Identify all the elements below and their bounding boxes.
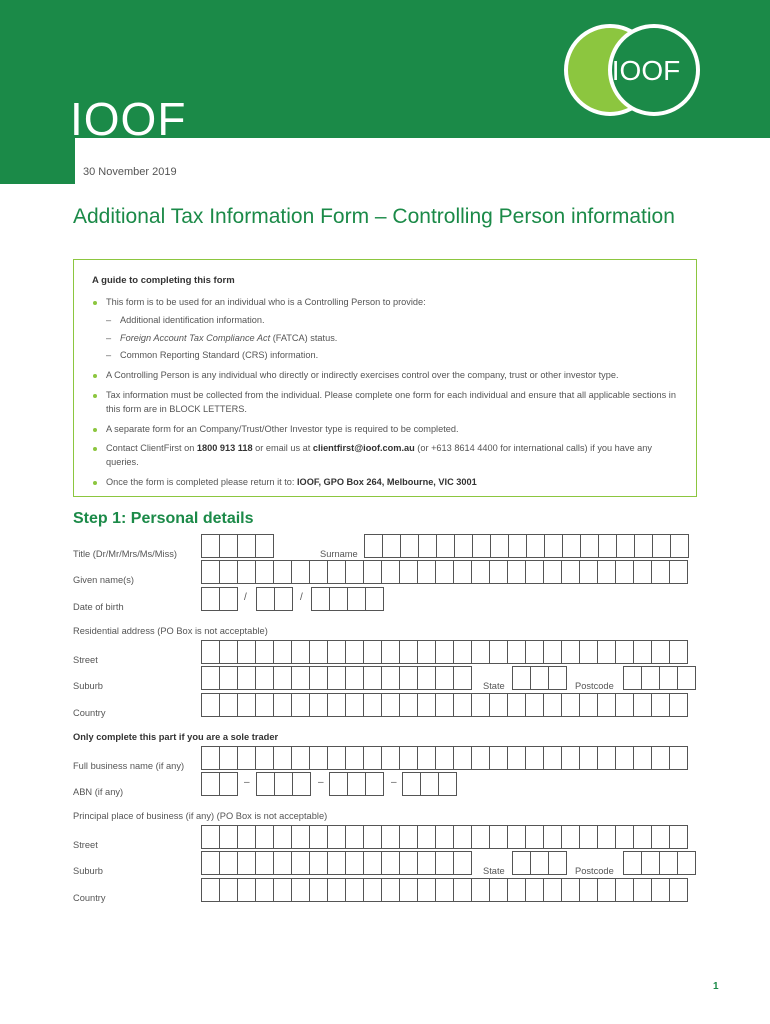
suburb2-input[interactable]: [201, 851, 472, 875]
guide-sub-list: [106, 314, 678, 363]
given-names-input[interactable]: [201, 560, 688, 584]
postcode2-label: Postcode: [575, 866, 614, 876]
contact-email-link[interactable]: clientfirst@ioof.com.au: [312, 443, 415, 454]
state2-input[interactable]: [512, 851, 567, 875]
dob-separator: /: [300, 592, 303, 603]
abn-input-part4[interactable]: [402, 772, 457, 796]
country-label: Country: [73, 708, 106, 718]
state-input[interactable]: [512, 666, 567, 690]
contact-post: (or +613 8614 4400 for international calls) if you have any queries.: [106, 443, 652, 468]
given-names-label: Given name(s): [73, 575, 134, 585]
title-label: Title (Dr/Mr/Mrs/Ms/Miss): [73, 549, 177, 559]
guide-item: [92, 476, 678, 490]
form-date: 30 November 2019: [83, 166, 177, 178]
guide-item: Tax information must be collected from the individual. Please complete one form for each individual and ensure that all applicable sections in this form are in BLOCK LETTERS.: [92, 389, 678, 417]
abn-input-part1[interactable]: [201, 772, 238, 796]
postcode-input[interactable]: [623, 666, 696, 690]
brand-title: IOOF: [70, 93, 187, 145]
abn-separator: –: [244, 777, 250, 788]
street-input[interactable]: [201, 640, 688, 664]
street-label: Street: [73, 655, 98, 665]
dob-month-input[interactable]: [256, 587, 293, 611]
guide-item: A separate form for an Company/Trust/Other Investor type is required to be completed.: [92, 423, 678, 437]
dob-separator: /: [244, 592, 247, 603]
dob-year-input[interactable]: [311, 587, 384, 611]
state2-label: State: [483, 866, 505, 876]
sole-trader-heading: Only complete this part if you are a sole trader: [73, 732, 279, 742]
fatca-act-name: Foreign Account Tax Compliance Act: [120, 332, 271, 343]
abn-separator: –: [318, 777, 324, 788]
surname-label: Surname: [320, 549, 358, 559]
return-address: IOOF, GPO Box 264, Melbourne, VIC 3001: [297, 476, 477, 487]
business-name-input[interactable]: [201, 746, 688, 770]
contact-pre: Contact ClientFirst on: [106, 443, 197, 454]
contact-mid: or email us at: [252, 443, 313, 454]
step1-title: Step 1: Personal details: [73, 510, 254, 527]
suburb2-label: Suburb: [73, 866, 103, 876]
state-label: State: [483, 681, 505, 691]
country2-label: Country: [73, 893, 106, 903]
residential-address-label: Residential address (PO Box is not acceptable): [73, 626, 268, 636]
logo-text: IOOF: [611, 55, 681, 86]
business-name-label: Full business name (if any): [73, 761, 185, 771]
guide-title: A guide to completing this form: [92, 275, 235, 286]
dob-label: Date of birth: [73, 602, 124, 612]
abn-input-part3[interactable]: [329, 772, 384, 796]
guide-item: [92, 442, 678, 470]
page-title: Additional Tax Information Form – Controlling Person information: [73, 205, 675, 228]
title-input[interactable]: [201, 534, 274, 558]
street2-label: Street: [73, 840, 98, 850]
guide-item-text: This form is to be used for an individual who is a Controlling Person to provide:: [106, 297, 426, 307]
guide-item: [92, 296, 678, 363]
guide-item: A Controlling Person is any individual who directly or indirectly exercises control over the company, trust or other investor type.: [92, 369, 678, 383]
guide-box: [73, 259, 697, 497]
country-input[interactable]: [201, 693, 688, 717]
contact-phone: 1800 913 118: [196, 443, 253, 454]
suburb-input[interactable]: [201, 666, 472, 690]
suburb-label: Suburb: [73, 681, 103, 691]
principal-place-label: Principal place of business (if any) (PO Box is not acceptable): [73, 811, 328, 821]
ioof-logo: [562, 22, 702, 118]
fatca-status: (FATCA) status.: [270, 332, 338, 343]
guide-sub-item: – Common Reporting Standard (CRS) information.: [106, 349, 678, 363]
abn-input-part2[interactable]: [256, 772, 311, 796]
header-notch: [0, 138, 75, 184]
guide-sub-item: – Additional identification information.: [106, 314, 678, 328]
return-pre: Once the form is completed please return it to:: [106, 476, 297, 487]
abn-label: ABN (if any): [73, 787, 124, 797]
postcode2-input[interactable]: [623, 851, 696, 875]
country2-input[interactable]: [201, 878, 688, 902]
guide-sub-item: [106, 332, 678, 346]
postcode-label: Postcode: [575, 681, 614, 691]
street2-input[interactable]: [201, 825, 688, 849]
guide-list: [92, 296, 678, 490]
dob-day-input[interactable]: [201, 587, 238, 611]
abn-separator: –: [391, 777, 397, 788]
surname-input[interactable]: [364, 534, 689, 558]
page-number: 1: [713, 981, 719, 992]
